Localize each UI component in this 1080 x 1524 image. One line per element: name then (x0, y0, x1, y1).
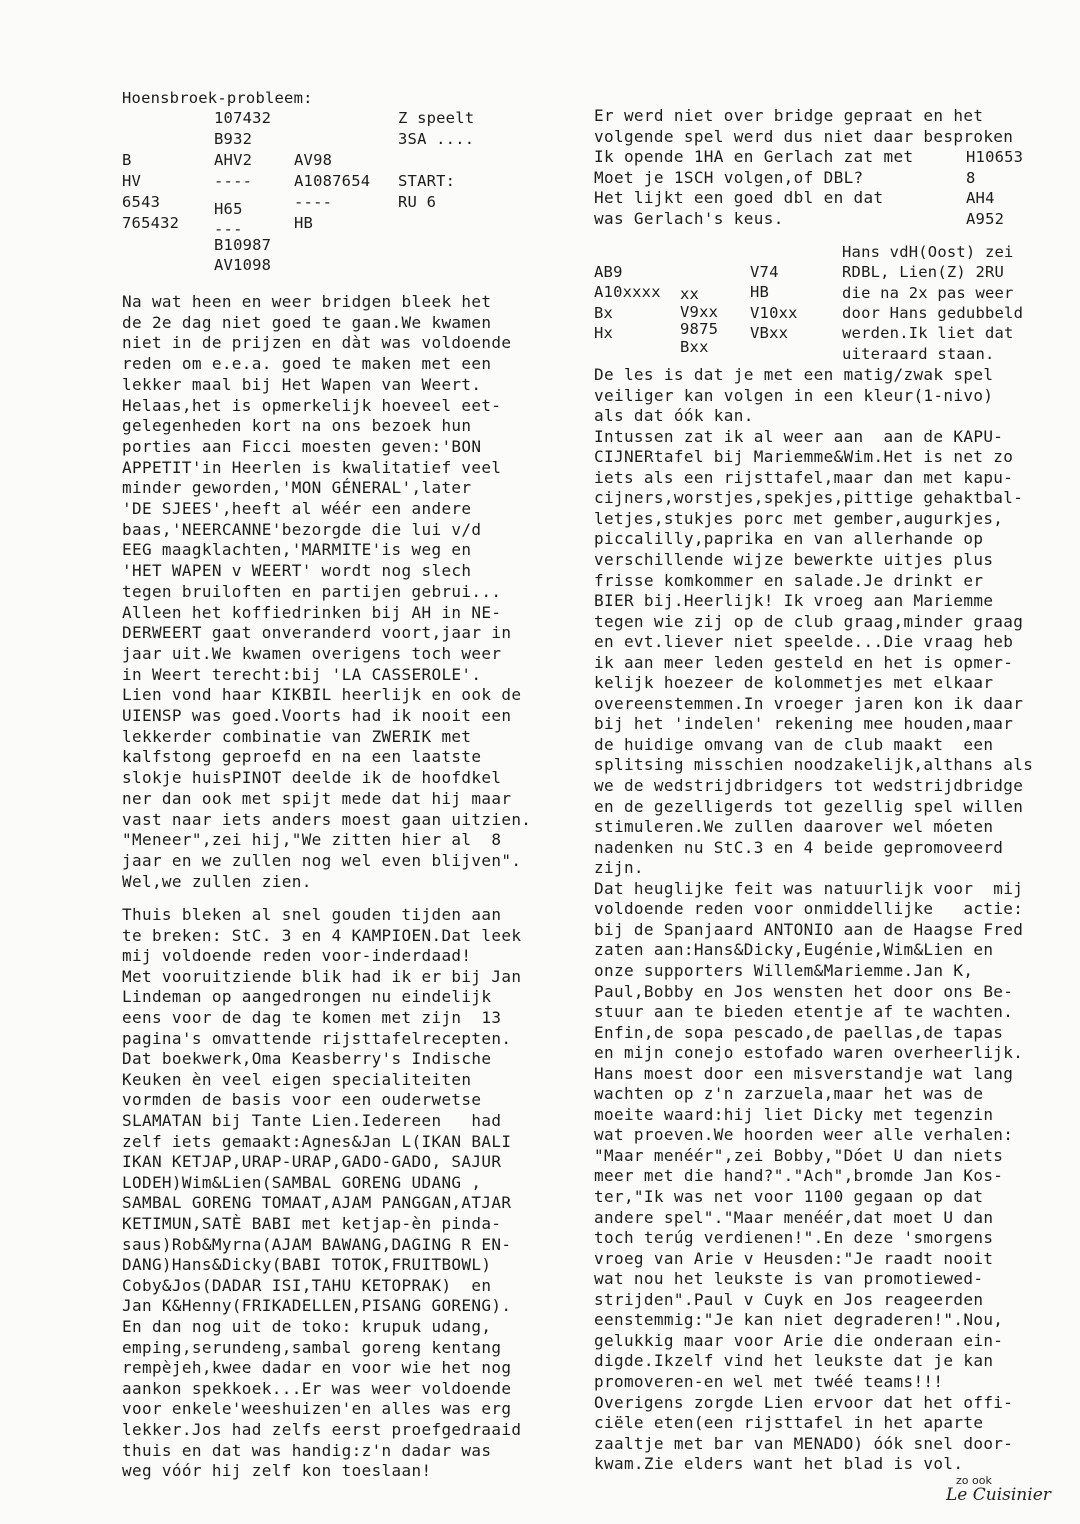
text-line: Intussen zat ik al weer aan aan de KAPU- (594, 426, 1004, 446)
start-line-1: START: (398, 172, 456, 190)
text-line: nadenken nu StC.3 en 4 beide gepromoveerd (594, 837, 1004, 857)
text-line: stimuleren.We zullen daarover wel móeten (594, 817, 994, 837)
text-line: thuis en dat was handig:z'n dadar was (122, 1440, 492, 1460)
text-line: wat nou het leukste is van promotiewed- (594, 1269, 984, 1289)
hand-line: AB9 (594, 263, 623, 281)
text-line: Dat boekwerk,Oma Keasberry's Indische (122, 1049, 492, 1069)
hand-line: 8 (966, 168, 976, 187)
signature-note: zo ook (956, 1474, 992, 1487)
text-line: slokje huisPINOT deelde ik de hoofdkel (122, 768, 502, 788)
text-line: Er werd niet over bridge gepraat en het (594, 106, 984, 125)
text-line: tegen wie zij op de club graag,minder graag (594, 611, 1024, 631)
text-line: "Meneer",zei hij,"We zitten hier al 8 (122, 830, 502, 850)
text-line: gelukkig maar voor Arie die onderaan ein- (594, 1330, 1004, 1350)
south-hearts: --- (214, 220, 243, 238)
text-line: "Maar menéér",zei Bobby,"Dóet U dan niets (594, 1145, 1004, 1165)
text-line: kelijk hoezeer de kolommetjes met elkaar (594, 673, 994, 693)
text-line: wat proeven.We hoorden weer alle verhalen: (594, 1125, 1014, 1145)
west-hearts: HV (122, 172, 142, 190)
text-line: tegen bruiloften en partijen gebrui... (122, 581, 502, 601)
text-line: CIJNERtafel bij Mariemme&Wim.Het is net zo (594, 447, 1014, 467)
text-line: in Weert terecht:bij 'LA CASSEROLE'. (122, 664, 482, 684)
text-line: EEG maagklachten,'MARMITE'is weg en (122, 540, 472, 560)
text-line: jaar en we zullen nog wel even blijven". (122, 850, 522, 870)
east-spades: AV98 (294, 151, 333, 169)
text-line: moeite waard:hij liet Dicky met tegenzin (594, 1104, 994, 1124)
hand-line: A952 (966, 209, 1005, 228)
text-line: SAMBAL GORENG TOMAAT,AJAM PANGGAN,ATJAR (122, 1193, 512, 1213)
text-line: En dan nog uit de toko: krupuk udang, (122, 1317, 492, 1336)
text-line: DERWEERT gaat onveranderd voort,jaar in (122, 623, 512, 643)
text-line: zelf iets gemaakt:Agnes&Jan L(IKAN BALI (122, 1131, 512, 1151)
text-line: Ik opende 1HA en Gerlach zat met (594, 147, 914, 166)
text-line: baas,'NEERCANNE'bezorgde die lui v/d (122, 519, 482, 539)
hand-line: Bx (594, 303, 614, 322)
text-line: minder geworden,'MON GÉNERAL',later (122, 478, 472, 498)
text-line: Hans vdH(Oost) zei (842, 243, 1014, 261)
text-line: en de gezelligerds tot gezellig spel willen (594, 796, 1024, 816)
text-line: onze supporters Willem&Mariemme.Jan K, (594, 960, 974, 980)
text-line: promoveren-en wel met twéé teams!!! (594, 1371, 944, 1391)
text-line: de huidige omvang van de club maakt een (594, 734, 994, 754)
text-line: Moet je 1SCH volgen,of DBL? (594, 167, 864, 187)
text-line: gelegenheden kort na ons bezoek hun (122, 416, 472, 436)
text-line: iets als een rijsttafel,maar dan met kapu- (594, 467, 1014, 487)
text-line: voor enkele'weeshuizen'en alles was erg (122, 1399, 512, 1419)
text-line: RDBL, Lien(Z) 2RU (842, 263, 1005, 282)
text-line: en evt.liever niet speelde...Die vraag heb (594, 632, 1014, 652)
signature-name: Le Cuisinier (946, 1485, 1051, 1505)
text-line: wachten op z'n zarzuela,maar het was de (594, 1084, 984, 1104)
text-line: voldoende reden voor onmiddellijke actie: (594, 899, 1024, 919)
hand-line: 9875 (680, 320, 719, 338)
text-line: vast naar iets anders moest gaan uitzien. (122, 809, 532, 829)
text-line: Coby&Jos(DADAR ISI,TAHU KETOPRAK) en (122, 1275, 492, 1295)
text-line: ciële eten(een rijsttafel in het aparte (594, 1413, 984, 1433)
text-line: uiteraard staan. (842, 344, 995, 363)
text-line: Jan K&Henny(FRIKADELLEN,PISANG GORENG). (122, 1296, 512, 1316)
text-line: was Gerlach's keus. (594, 208, 784, 228)
text-line: Het lijkt een goed dbl en dat (594, 188, 884, 207)
text-line: Dat heuglijke feit was natuurlijk voor mij (594, 878, 1024, 898)
south-spades: H65 (214, 200, 243, 218)
text-line: aankon spekkoek...Er was weer voldoende (122, 1378, 512, 1398)
text-line: kalfstong geproefd en na een laatste (122, 747, 482, 767)
text-line: die na 2x pas weer (842, 283, 1014, 302)
hand-line: V74 (750, 263, 779, 281)
text-line: ter,"Ik was net voor 1100 gegaan op dat (594, 1187, 984, 1206)
text-line: te breken: StC. 3 en 4 KAMPIOEN.Dat leek (122, 925, 522, 945)
text-line: zijn. (594, 858, 644, 878)
text-line: reden om e.e.a. goed te maken met een (122, 354, 492, 374)
text-line: Helaas,het is opmerkelijk hoeveel eet- (122, 395, 502, 415)
text-line: als dat óók kan. (594, 406, 754, 426)
hand-line: V10xx (750, 303, 798, 322)
text-line: toch terúg verdienen!".En deze 'smorgens (594, 1228, 994, 1248)
text-line: meer met die hand?"."Ach",bromde Jan Kos- (594, 1166, 1004, 1186)
text-line: SLAMATAN bij Tante Lien.Iedereen had (122, 1111, 502, 1130)
text-line: bij de Spanjaard ANTONIO aan de Haagse Fred (594, 919, 1024, 939)
text-line: de 2e dag niet goed te gaan.We kwamen (122, 312, 492, 332)
north-hearts: B932 (214, 130, 253, 148)
hand-line: xx (680, 285, 700, 303)
text-line: vroeg van Arie v Heusden:"Je raadt nooit (594, 1248, 994, 1268)
text-line: Lindeman op aangedrongen nu eindelijk (122, 987, 492, 1007)
hand-line: HB (750, 283, 770, 302)
text-line: IKAN KETJAP,URAP-URAP,GADO-GADO, SAJUR (122, 1152, 502, 1172)
text-line: Thuis bleken al snel gouden tijden aan (122, 905, 502, 924)
east-diamonds: ---- (294, 193, 333, 211)
text-line: overeenstemmen.In vroeger jaren kon ik daar (594, 693, 1024, 713)
start-line-2: RU 6 (398, 193, 437, 211)
text-line: letjes,stukjes porc met gember,augurkjes, (594, 508, 1004, 528)
west-spades: B (122, 151, 132, 169)
hand-line: VBxx (750, 323, 789, 342)
text-line: we de wedstrijdbridgers tot wedstrijdbridge (594, 776, 1024, 795)
text-line: zaaltje met bar van MENADO) óók snel door- (594, 1433, 1014, 1453)
hand-line: H10653 (966, 148, 1024, 166)
hand-line: Hx (594, 323, 614, 342)
text-line: Paul,Bobby en Jos wensten het door ons Be- (594, 981, 1014, 1001)
text-line: piccalilly,paprika en van allerhande op (594, 529, 984, 549)
text-line: Na wat heen en weer bridgen bleek het (122, 292, 492, 311)
text-line: BIER bij.Heerlijk! Ik vroeg aan Mariemme (594, 591, 994, 611)
text-line: stuur aan te bieden etentje af te wachten. (594, 1002, 1014, 1022)
text-line: splitsing misschien noodzakelijk,althans als (594, 755, 1034, 775)
text-line: frisse komkommer en salade.Je drinkt er (594, 570, 984, 590)
hand-line: Bxx (680, 337, 709, 356)
text-line: pagina's omvattende rijsttafelrecepten. (122, 1028, 512, 1048)
east-hearts: A1087654 (294, 172, 371, 190)
text-line: digde.Ikzelf vind het leukste dat je kan (594, 1351, 994, 1371)
hand-line: AH4 (966, 189, 995, 207)
text-line: veiliger kan volgen in een kleur(1-nivo) (594, 385, 994, 405)
text-line: Alleen het koffiedrinken bij AH in NE- (122, 602, 502, 622)
text-line: mij voldoende reden voor-inderdaad! (122, 946, 472, 966)
text-line: KETIMUN,SATÈ BABI met ketjap-èn pinda- (122, 1214, 502, 1233)
text-line: jaar uit.We kwamen overigens toch weer (122, 643, 502, 663)
text-line: strijden".Paul v Cuyk en Jos reageerden (594, 1289, 984, 1309)
text-line: door Hans gedubbeld (842, 303, 1024, 322)
text-line: bij het 'indelen' rekening mee houden,maar (594, 714, 1014, 734)
text-line: porties aan Ficci moesten geven:'BON (122, 436, 482, 456)
east-clubs: HB (294, 214, 314, 232)
text-line: volgende spel werd dus niet daar besproken (594, 126, 1014, 146)
text-line: werden.Ik liet dat (842, 324, 1014, 343)
north-clubs: ---- (214, 172, 253, 190)
text-line: emping,serundeng,sambal goreng kentang (122, 1337, 502, 1357)
contract-line-2: 3SA .... (398, 130, 475, 148)
hand-line: V9xx (680, 302, 719, 321)
text-line: Keuken èn veel eigen specialiteiten (122, 1069, 472, 1089)
text-line: kwam.Zie elders want het blad is vol. (594, 1454, 964, 1474)
south-diamonds: B10987 (214, 236, 272, 254)
text-line: APPETIT'in Heerlen is kwalitatief veel (122, 457, 502, 477)
contract-line-1: Z speelt (398, 109, 475, 127)
text-line: Hans moest door een misverstandje wat lang (594, 1063, 1014, 1083)
text-line: De les is dat je met een matig/zwak spel (594, 365, 994, 384)
text-line: LODEH)Wim&Lien(SAMBAL GORENG UDANG , (122, 1172, 482, 1192)
text-line: eens voor de dag te komen met zijn 13 (122, 1008, 502, 1027)
text-line: lekkerder combinatie van ZWERIK met (122, 726, 472, 746)
text-line: vormden de basis voor een ouderwetse (122, 1090, 482, 1110)
text-line: Wel,we zullen zien. (122, 871, 312, 891)
text-line: niet in de prijzen en dàt was voldoende (122, 333, 512, 353)
text-line: Overigens zorgde Lien ervoor dat het offi- (594, 1392, 1014, 1412)
text-line: ner dan ook met spijt mede dat hij maar (122, 788, 512, 808)
text-line: eenstemmig:"Je kan niet degraderen!".Nou, (594, 1310, 1004, 1330)
text-line: Met vooruitziende blik had ik er bij Jan (122, 966, 522, 986)
text-line: verschillende wijze bewerkte uitjes plus (594, 549, 994, 569)
text-line: en mijn conejo estofado waren overheerlijk. (594, 1043, 1024, 1063)
south-clubs: AV1098 (214, 256, 272, 274)
text-line: Lien vond haar KIKBIL heerlijk en ook de (122, 685, 522, 705)
hand-line: A10xxxx (594, 283, 661, 302)
text-line: DANG)Hans&Dicky(BABI TOTOK,FRUITBOWL) (122, 1255, 492, 1275)
north-diamonds: AHV2 (214, 151, 253, 169)
text-line: lekker maal bij Het Wapen van Weert. (122, 374, 482, 394)
text-line: cijners,worstjes,spekjes,pittige gehaktbal- (594, 488, 1024, 508)
west-clubs: 765432 (122, 214, 180, 232)
west-diamonds: 6543 (122, 193, 161, 211)
text-line: zaten aan:Hans&Dicky,Eugénie,Wim&Lien en (594, 940, 994, 960)
problem-title: Hoensbroek-probleem: (122, 89, 313, 107)
text-line: andere spel"."Maar menéér,dat moet U dan (594, 1207, 994, 1227)
text-line: rempèjeh,kwee dadar en voor wie het nog (122, 1358, 512, 1378)
north-spades: 107432 (214, 109, 272, 127)
text-line: lekker.Jos had zelfs eerst proefgedraaid (122, 1420, 522, 1439)
text-line: ik aan meer leden gesteld en het is opmer- (594, 652, 1014, 672)
text-line: 'HET WAPEN v WEERT' wordt nog slech (122, 561, 472, 581)
text-line: 'DE SJEES',heeft al wéér een andere (122, 499, 472, 518)
text-line: UIENSP was goed.Voorts had ik nooit een (122, 706, 512, 725)
text-line: saus)Rob&Myrna(AJAM BAWANG,DAGING R EN- (122, 1234, 512, 1254)
text-line: weg vóór hij zelf kon toeslaan! (122, 1461, 432, 1481)
text-line: Enfin,de sopa pescado,de paellas,de tapas (594, 1022, 1004, 1042)
